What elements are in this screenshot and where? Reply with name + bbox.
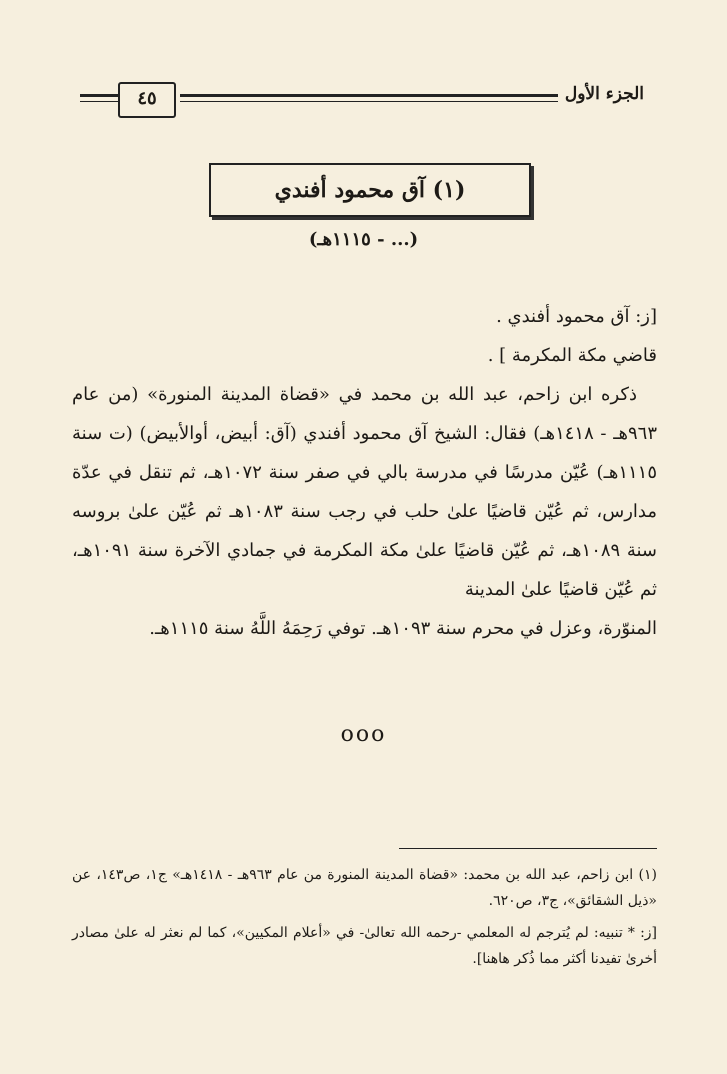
page-number: ٤٥ [118,82,176,118]
footnotes [72,862,657,978]
header-rule-left-thin [80,101,118,102]
footnote-1 [72,862,657,914]
running-title: الجزء الأول [559,84,650,104]
body-line-office: قاضي مكة المكرمة ] . [487,345,657,366]
header-rule-thick [180,94,558,97]
footnote-1-main: (١) ابن زاحم، عبد الله بن محمد: «قضاة المدينة المنورة من عام ٩٦٣هـ - ١٤١٨هـ» ج١، [145,867,657,883]
footnote-2-main: [ز: * تنبيه: لم يُترجم له المعلمي -رحمه الله تعالىٰ- في «أعلام المكيين»، كما لم نعثر [160,925,658,941]
body-paragraph: ذكره ابن زاحم، عبد الله بن محمد في «قضاة المدينة المنورة» (من عام ٩٦٣هـ - ١٤١٨هـ) فقال: الشيخ آق محمود أفندي (آق: أبيض، أوالأبيض) (ت سنة ١١١٥هـ) عُيّن مدرسًا في مدرسة بالي في صفر سنة ١٠٧٢هـ، ثم تنقل في عدّة مدارس، ثم عُيّن قاضيًا علىٰ حلب في رجب سنة ١٠٨٣هـ ثم عُيّن علىٰ بروسه سنة ١٠٨٩هـ، ثم عُيّن قاضيًا علىٰ مكة المكرمة في جمادي الآخرة سنة ١٠٩١هـ، ثم عُيّن قاضيًا علىٰ المدينة [72,384,658,600]
entry-dates: (... - ١١١٥هـ) [308,229,419,250]
running-header [80,82,658,118]
footnote-rule [399,848,657,849]
header-rule-left-thick [80,94,118,97]
entry-body [72,297,657,648]
body-paragraph-last-line: المنوّرة، وعزل في محرم سنة ١٠٩٣هـ. توفي رَحِمَهُ اللَّهُ سنة ١١١٥هـ. [149,618,657,639]
entry-title: (١) آق محمود أفندي [274,177,466,203]
footnote-2 [72,920,657,972]
body-line-name: [ز: آق محمود أفندي . [496,306,657,327]
section-ornament: ooo [340,722,387,747]
header-rule-thin [180,101,558,102]
footnote-1-tail: ص١٤٣، عن «ذيل الشقائق»، ج٣، ص٦٢٠. [72,867,657,909]
footnote-2-tail: له علىٰ مصادر أخرىٰ تفيدنا أكثر مما ذُكر هاهنا]. [72,925,657,967]
entry-title-box [209,163,531,217]
